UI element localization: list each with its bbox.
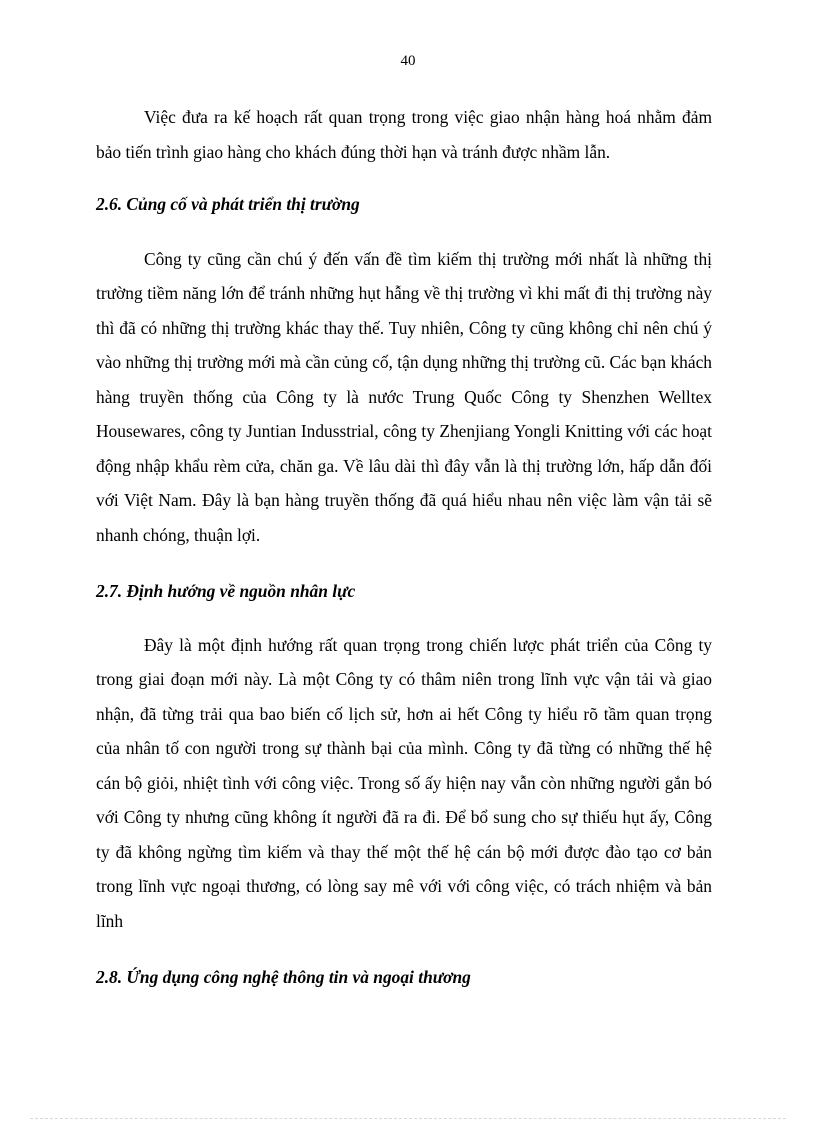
section-heading-2-6: 2.6. Củng cố và phát triển thị trường [96, 194, 360, 214]
section-heading-2-8: 2.8. Ứng dụng công nghệ thông tin và ngoại thương [96, 967, 471, 987]
paragraph-human-resources: Đây là một định hướng rất quan trọng trong chiến lược phát triển của Công ty trong giai đoạn mới này. Là một Công ty có thâm niên trong lĩnh vực vận tải và giao nhận, đã từng trải qua bao biến cố lịch sử, hơn ai hết Công ty hiểu rõ tầm quan trọng của nhân tố con người trong sự thành bại của mình. Công ty đã từng có những thế hệ cán bộ giỏi, nhiệt tình với công việc. Trong số ấy hiện nay vẫn còn những người gắn bó với Công ty nhưng cũng không ít người đã ra đi. Để bổ sung cho sự thiếu hụt ấy, Công ty đã không ngừng tìm kiếm và thay thế một thế hệ cán bộ mới được đào tạo cơ bản trong lĩnh vực ngoại thương, có lòng say mê với với công việc, có trách nhiệm và bản lĩnh [96, 634, 712, 931]
page-content [96, 100, 712, 995]
paragraph-delivery-planning: Việc đưa ra kế hoạch rất quan trọng trong việc giao nhận hàng hoá nhằm đảm bảo tiến trình giao hàng cho khách đúng thời hạn và tránh được nhầm lẫn. [96, 107, 712, 162]
section-heading-2-7: 2.7. Định hướng về nguồn nhân lực [96, 581, 356, 601]
page-number: 40 [400, 53, 416, 69]
paragraph-market-development: Công ty cũng cần chú ý đến vấn đề tìm kiếm thị trường mới nhất là những thị trường tiềm năng lớn để tránh những hụt hẫng về thị trường vì khi mất đi thị trường này thì đã có những thị trường khác thay thế. Tuy nhiên, Công ty cũng không chỉ nên chú ý vào những thị trường mới mà cần củng cố, tận dụng những thị trường cũ. Các bạn khách hàng truyền thống của Công ty là nước Trung Quốc Công ty Shenzhen Welltex Housewares, công ty Juntian Indusstrial, công ty Zhenjiang Yongli Knitting với các hoạt động nhập khẩu rèm cửa, chăn ga. Về lâu dài thì đây vẫn là thị trường lớn, hấp dẫn đối với Việt Nam. Đây là bạn hàng truyền thống đã quá hiểu nhau nên việc làm vận tải sẽ nhanh chóng, thuận lợi. [96, 248, 712, 545]
page-bottom-divider [30, 1118, 786, 1119]
